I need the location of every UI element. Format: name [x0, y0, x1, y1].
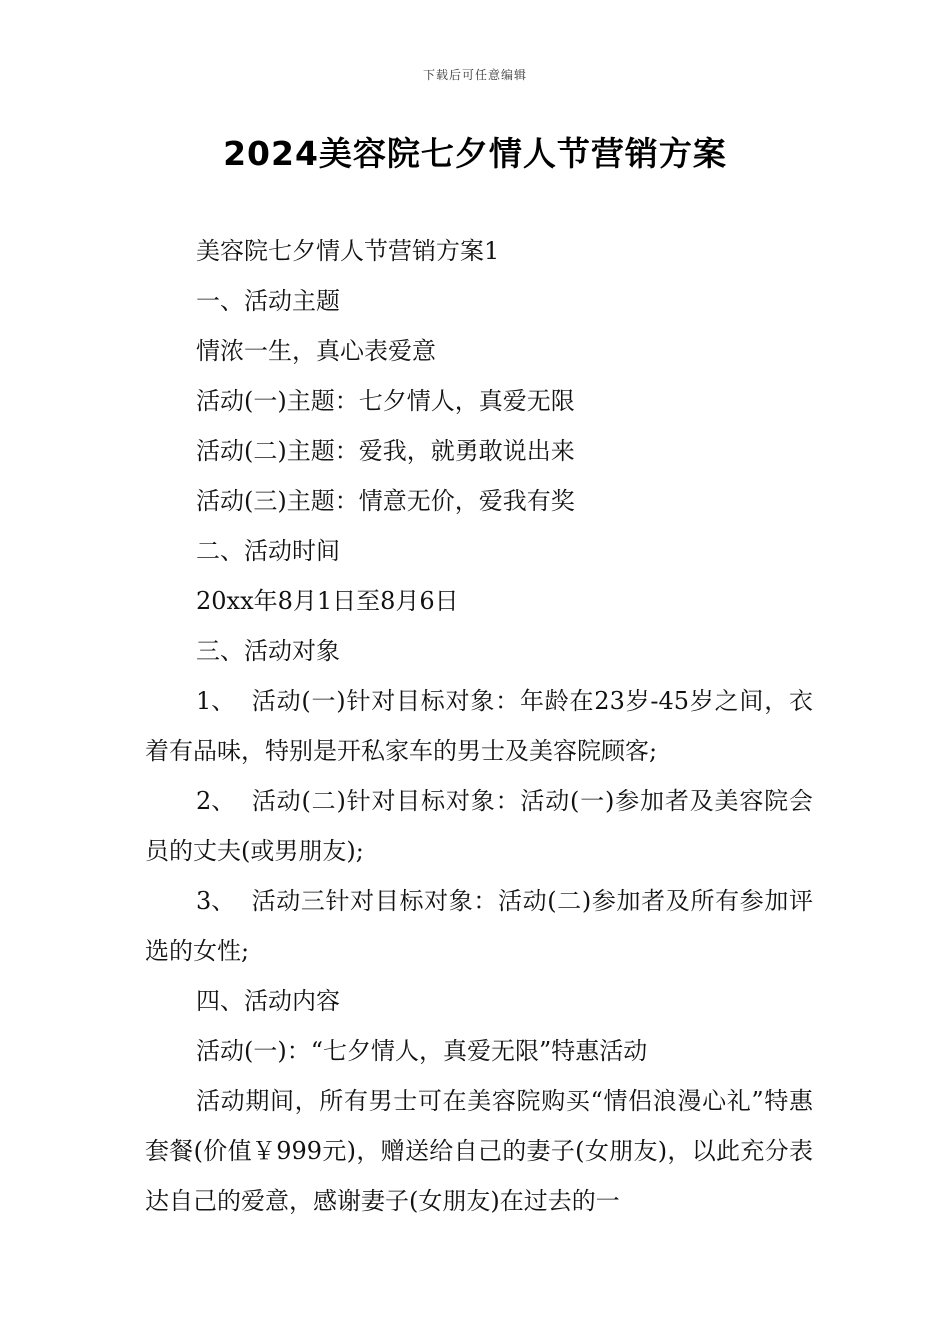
document-title: 2024美容院七夕情人节营销方案	[223, 134, 727, 173]
document-body	[145, 226, 813, 1226]
section-heading-time: 二、活动时间	[196, 537, 340, 565]
theme-item-2: 活动(二)主题：爱我，就勇敢说出来	[196, 437, 575, 465]
target-item-2	[145, 776, 813, 876]
target-item-3-text: 活动三针对目标对象：活动(二)参加者及所有参加评选的女性;	[145, 887, 813, 965]
activity-1-text: 活动期间，所有男士可在美容院购买“情侣浪漫心礼”特惠套餐(价值￥999元)，赠送给自己的妻子(女朋友)，以此充分表达自己的爱意，感谢妻子(女朋友)在过去的一	[145, 1087, 813, 1215]
slogan: 情浓一生，真心表爱意	[196, 337, 436, 365]
section-heading-content: 四、活动内容	[196, 987, 340, 1015]
target-item-1-number: 1、	[196, 687, 236, 715]
subtitle: 美容院七夕情人节营销方案1	[196, 237, 500, 265]
theme-item-1: 活动(一)主题：七夕情人，真爱无限	[196, 387, 575, 415]
target-item-1-text: 活动(一)针对目标对象：年龄在23岁-45岁之间，衣着有品味，特别是开私家车的男士及美容院顾客;	[145, 687, 813, 765]
section-heading-target: 三、活动对象	[196, 637, 340, 665]
header-note: 下载后可任意编辑	[422, 68, 527, 82]
target-item-1	[145, 676, 813, 776]
activity-1-heading: 活动(一)：“七夕情人，真爱无限”特惠活动	[196, 1037, 648, 1065]
target-item-2-text: 活动(二)针对目标对象：活动(一)参加者及美容院会员的丈夫(或男朋友);	[145, 787, 813, 865]
section-heading-theme: 一、活动主题	[196, 287, 340, 315]
target-item-3	[145, 876, 813, 976]
time-range: 20xx年8月1日至8月6日	[196, 587, 459, 615]
target-item-3-number: 3、	[196, 887, 236, 915]
target-item-2-number: 2、	[196, 787, 236, 815]
theme-item-3: 活动(三)主题：情意无价，爱我有奖	[196, 487, 575, 515]
